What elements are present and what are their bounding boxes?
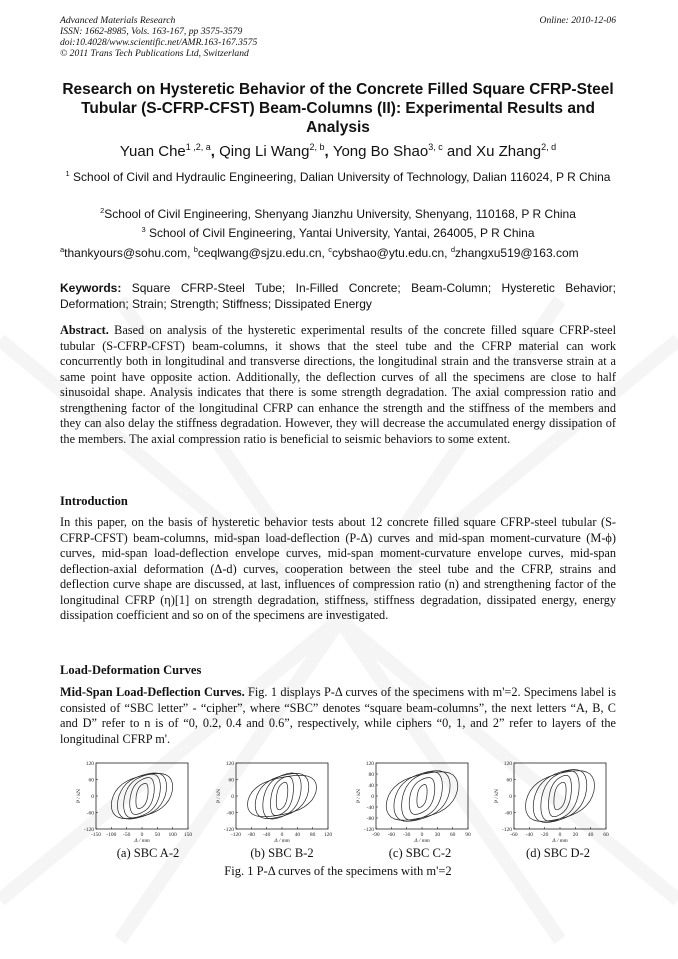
affiliation-sup: 3 — [141, 225, 146, 234]
plot-svg — [72, 758, 202, 844]
plot-frame — [376, 763, 468, 829]
x-tick-label: 50 — [154, 832, 161, 838]
hysteresis-plot — [212, 758, 342, 845]
x-tick-label: 80 — [309, 832, 316, 838]
x-axis-label: Δ / mm — [552, 838, 568, 844]
hysteresis-loop — [549, 775, 572, 816]
subheading: Mid-Span Load-Deflection Curves. — [60, 685, 245, 699]
x-axis-label: Δ / mm — [274, 838, 290, 844]
affiliation — [60, 203, 616, 222]
email-sup: a — [60, 245, 65, 254]
journal-name: Advanced Materials Research — [60, 15, 176, 26]
introduction-text: In this paper, on the basis of hysteretic behavior tests about 12 concrete filled square CFRP-steel tubular (S-CFRP-CFST) beam-columns, mid-span load-deflection (P-Δ) curves and mid-span moment-curvature (M-ϕ) curves, mid-span load-deflection envelope curves, mid-span moment-curvature envelope curves, mid-span deflection-axial deformation (Δ-d) curves, cooperation between the steel tube and the CFRP, strains and deflection curve shape are discussed, at last, influences of compression ratio (n) and strengthening factor of the longitudinal CFRP (η)[1] on strength degradation, stiffness, stiffness degradation, dissipated energy, energy dissipation coefficient and so on of the specimens are investigated. — [60, 515, 616, 622]
email-sup: c — [328, 245, 332, 254]
y-tick-label: 120 — [225, 761, 234, 767]
author-name: Yuan Che — [119, 143, 186, 160]
x-tick-label: -30 — [402, 832, 411, 838]
x-tick-label: 0 — [420, 832, 424, 838]
x-axis-label: Δ / mm — [414, 838, 430, 844]
x-tick-label: 60 — [449, 832, 456, 838]
section-heading-load-deformation: Load-Deformation Curves — [60, 663, 202, 677]
x-tick-label: 30 — [434, 832, 441, 838]
journal-header — [60, 15, 616, 59]
keywords-text: Square CFRP-Steel Tube; In-Filled Concrete; Beam-Column; Hysteretic Behavior; Deformation; Strain; Strength; Stiffness; Dissipated Energy — [60, 281, 616, 311]
y-tick-label: 0 — [509, 794, 512, 800]
x-tick-label: -150 — [90, 832, 102, 838]
x-tick-label: 60 — [603, 832, 609, 838]
plot-svg — [490, 758, 620, 844]
separator: and — [442, 143, 477, 160]
affiliation — [60, 166, 616, 185]
x-tick-label: 100 — [168, 832, 177, 838]
issn: ISSN: 1662-8985, Vols. 163-167, pp 3575-3579 — [60, 26, 243, 37]
affiliation-text: School of Civil Engineering, Yantai University, Yantai, 264005, P R China — [148, 226, 535, 240]
panel-caption: (b) SBC B-2 — [250, 846, 314, 860]
author-sup: 1 ,2, a — [185, 142, 211, 152]
email-sup: b — [193, 245, 198, 254]
abstract-label: Abstract. — [60, 323, 109, 337]
hysteresis-plot — [72, 758, 202, 845]
affiliation-text: School of Civil and Hydraulic Engineering, Dalian University of Technology, Dalian 116024, P R China — [73, 170, 611, 184]
x-tick-label: -50 — [122, 832, 131, 838]
doi: doi:10.4028/www.scientific.net/AMR.163-167.3575 — [60, 37, 258, 48]
hysteresis-loop — [248, 775, 317, 816]
plot-frame — [96, 763, 188, 829]
y-tick-label: -60 — [86, 810, 94, 817]
abstract — [60, 323, 616, 447]
email-link[interactable]: ceqlwang@sjzu.edu.cn, — [197, 246, 329, 260]
panel-caption: (a) SBC A-2 — [116, 846, 180, 860]
hysteresis-loop — [526, 771, 595, 822]
hysteresis-loop — [409, 778, 435, 815]
x-tick-label: -80 — [247, 832, 256, 838]
x-tick-label: 90 — [465, 832, 471, 838]
y-axis-label: P / kN — [216, 789, 222, 803]
y-tick-label: -40 — [366, 805, 374, 811]
abstract-text: Based on analysis of the hysteretic experimental results of the concrete filled square CFRP-steel tubular (S-CFRP-CFST) beam-columns, it shows that the steel tube and the CFRP material can work concurrently both in longitudinal and transverse directions, the longitudinal strain and the transverse strain at a same point have opposite action. Additionally, the deflection curves of all the specimens are close to half sinusoidal shape. Analysis indicates that there is some strength degradation. The axial compression ratio and strengthening factor of the longitudinal CFRP can enhance the strength and the stiffness of the members and they can also delay the stiffness degradation. However, they will decrease the accumulated energy dissipation of the members. The axial compression ratio is beneficial to seismic behaviors to some extent. — [60, 323, 616, 446]
hysteresis-loop — [263, 773, 301, 819]
hysteresis-loop — [130, 778, 155, 815]
hysteresis-loop — [394, 771, 450, 822]
x-tick-label: -60 — [510, 832, 518, 838]
x-tick-label: 40 — [294, 832, 301, 838]
hysteresis-loop — [417, 785, 427, 808]
hysteresis-loop — [402, 772, 443, 820]
y-tick-label: -120 — [83, 827, 94, 833]
author-name: Qing Li Wang — [219, 143, 310, 160]
hysteresis-plot — [490, 758, 620, 845]
y-axis-label: P / kN — [356, 789, 362, 803]
y-tick-label: -120 — [501, 827, 512, 833]
y-tick-label: 120 — [85, 761, 94, 767]
keywords-label: Keywords: — [60, 281, 122, 295]
y-tick-label: -60 — [226, 810, 234, 817]
y-tick-label: 120 — [503, 761, 512, 767]
y-tick-label: 0 — [231, 794, 234, 800]
plot-svg — [212, 758, 342, 844]
hysteresis-loop — [386, 772, 458, 820]
hysteresis-loop — [276, 782, 288, 810]
y-tick-label: 40 — [368, 783, 374, 789]
y-axis-label: P / kN — [494, 789, 500, 803]
email-list — [60, 245, 616, 260]
hysteresis-loop — [541, 771, 579, 822]
y-tick-label: -120 — [223, 827, 234, 833]
separator: , — [324, 143, 333, 160]
email-link[interactable]: thankyours@sohu.com, — [64, 246, 194, 260]
author-sup: 2, b — [309, 142, 325, 152]
author-list — [60, 142, 616, 160]
email-link[interactable]: cybshao@ytu.edu.cn, — [331, 246, 451, 260]
email-link[interactable]: zhangxu519@163.com — [455, 246, 579, 260]
affiliation-text: School of Civil Engineering, Shenyang Jianzhu University, Shenyang, 110168, P R China — [104, 207, 576, 221]
affiliation — [60, 222, 616, 241]
online-date: Online: 2010-12-06 — [539, 15, 616, 26]
load-deflection-paragraph — [60, 685, 616, 747]
x-tick-label: -90 — [372, 832, 380, 838]
y-axis-label: P / kN — [76, 789, 82, 803]
x-tick-label: 40 — [587, 832, 594, 838]
hysteresis-loop — [111, 773, 172, 818]
x-axis-label: Δ / mm — [134, 838, 150, 844]
hysteresis-loop — [554, 782, 566, 810]
x-tick-label: -40 — [525, 832, 534, 838]
y-tick-label: 0 — [371, 794, 374, 800]
email-sup: d — [450, 245, 456, 254]
section-heading-introduction: Introduction — [60, 494, 128, 508]
y-tick-label: 60 — [228, 777, 234, 784]
plot-svg — [352, 758, 482, 844]
y-tick-label: 60 — [88, 777, 94, 784]
x-tick-label: -120 — [230, 832, 242, 838]
author-sup: 2, d — [541, 142, 557, 152]
x-tick-label: 20 — [572, 832, 579, 838]
paragraph-text: Fig. 1 displays P-Δ curves of the specimens with m'=2. Specimens label is consisted of “SBC letter” - “cipher”, where “SBC” denotes “square beam-columns”, the next letters “A, B, C and D” refer to n is of “0, 0.2, 0.4 and 0.6”, respectively, while ciphers “0, 1, and 2” refer to layers of the longitudinal CFRP m'. — [60, 685, 616, 746]
x-tick-label: -100 — [106, 832, 117, 838]
y-tick-label: 0 — [91, 794, 94, 800]
x-tick-label: 0 — [280, 832, 284, 838]
hysteresis-loop — [255, 773, 309, 818]
author-name: Yong Bo Shao — [332, 143, 429, 160]
y-tick-label: 60 — [506, 777, 512, 784]
panel-caption: (c) SBC C-2 — [388, 846, 452, 860]
x-tick-label: 0 — [558, 832, 562, 838]
keywords — [60, 281, 616, 312]
paper-title: Research on Hysteretic Behavior of the Concrete Filled Square CFRP-Steel Tubular (S-CFRP-CFST) Beam-Columns (II): Experimental Results and Analysis — [62, 81, 614, 136]
x-tick-label: 0 — [140, 832, 144, 838]
hysteresis-loop — [124, 774, 161, 818]
y-tick-label: 120 — [365, 761, 374, 767]
x-tick-label: -60 — [387, 832, 396, 838]
x-tick-label: 120 — [323, 832, 333, 838]
x-tick-label: 150 — [183, 832, 193, 838]
separator: , — [210, 143, 220, 160]
copyright: © 2011 Trans Tech Publications Ltd, Switzerland — [60, 48, 249, 59]
x-tick-label: -20 — [540, 832, 549, 838]
affiliation-sup: 1 — [65, 169, 70, 178]
panel-caption: (d) SBC D-2 — [526, 846, 590, 860]
figure-caption: Fig. 1 P-Δ curves of the specimens with m'=2 — [224, 864, 452, 878]
y-tick-label: -60 — [504, 810, 512, 817]
author-name: Xu Zhang — [476, 143, 542, 160]
hysteresis-loop — [271, 776, 294, 815]
hysteresis-plot — [352, 758, 482, 845]
y-tick-label: 80 — [368, 772, 374, 778]
affiliation-sup: 2 — [100, 206, 105, 215]
y-tick-label: -120 — [363, 827, 374, 833]
x-tick-label: -40 — [262, 832, 271, 838]
hysteresis-loop — [136, 783, 148, 808]
author-sup: 3, c — [428, 142, 443, 152]
y-tick-label: -80 — [366, 816, 374, 822]
